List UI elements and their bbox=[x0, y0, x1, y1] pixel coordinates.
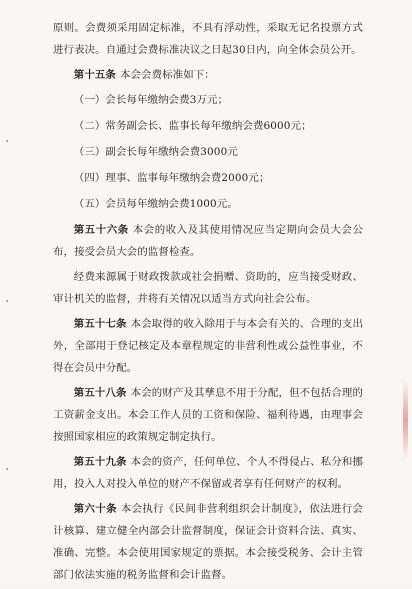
article-57 bbox=[53, 313, 363, 379]
fee-item-1: （一）会长每年缴纳会费3万元； bbox=[73, 94, 229, 106]
article-56-funding: 经费来源属于财政拨款或社会捐赠、资助的，应当接受财政、审计机关的监督，并将有关情况以适当方式向社会公布。 bbox=[53, 271, 363, 305]
article-57-text: 本会取得的收入除用于与本会有关的、合理的支出外，全部用于登记核定及本章程规定的非营利性或公益性事业，不得在会员中分配。 bbox=[53, 318, 363, 374]
article-59 bbox=[53, 451, 363, 495]
fee-item-3: （三）副会长每年缴纳会费3000元 bbox=[73, 146, 238, 158]
seal-stamp-edge bbox=[403, 380, 408, 460]
article-60-text: 本会执行《民间非营利组织会计制度》，依法进行会计核算、建立健全内部会计监督制度，保证会计资料合法、真实、准确、完整。本会使用国家规定的票据。本会接受税务、会计主管部门依法实施的税务监督和会计监督。 bbox=[53, 503, 363, 581]
article-56-text: 本会的收入及其使用情况应当定期向会员大会公布，接受会员大会的监督检查。 bbox=[53, 224, 363, 258]
fee-item-2: （二）常务副会长、监事长每年缴纳会费6000元； bbox=[73, 120, 312, 132]
article-58 bbox=[53, 382, 363, 448]
article-58-text: 本会的财产及其孳息不用于分配，但不包括合理的工资薪金支出。本会工作人员的工资和保险、福利待遇，由理事会按照国家相应的政策规定制定执行。 bbox=[53, 387, 363, 443]
article-59-text: 本会的资产，任何单位、个人不得侵占、私分和挪用，投入人对投入单位的财产不保留或者享有任何财产的权利。 bbox=[53, 456, 363, 490]
scan-speck bbox=[6, 140, 8, 142]
article-59-heading: 第五十九条 bbox=[73, 456, 127, 468]
article-56-heading: 第五十六条 bbox=[73, 224, 129, 236]
article-60 bbox=[53, 498, 363, 586]
article-15 bbox=[53, 64, 363, 86]
document-body bbox=[53, 17, 363, 589]
article-60-heading: 第六十条 bbox=[73, 503, 117, 515]
article-56 bbox=[53, 219, 363, 263]
scan-speck bbox=[6, 300, 8, 302]
article-15-text: 本会会费标准如下： bbox=[119, 69, 215, 81]
fee-item-4: （四）理事、监事每年缴纳会费2000元； bbox=[73, 172, 270, 184]
article-57-heading: 第五十七条 bbox=[73, 318, 127, 330]
fee-item-5: （五）会员每年缴纳会费1000元。 bbox=[73, 198, 238, 210]
article-15-heading: 第十五条 bbox=[73, 69, 116, 81]
scan-speck bbox=[6, 468, 8, 470]
paragraph-continued: 原则。会费须采用固定标准，不具有浮动性，采取无记名投票方式进行表决。自通过会费标准决议之日起30日内，向全体会员公开。 bbox=[53, 22, 363, 56]
article-58-heading: 第五十八条 bbox=[73, 387, 127, 399]
